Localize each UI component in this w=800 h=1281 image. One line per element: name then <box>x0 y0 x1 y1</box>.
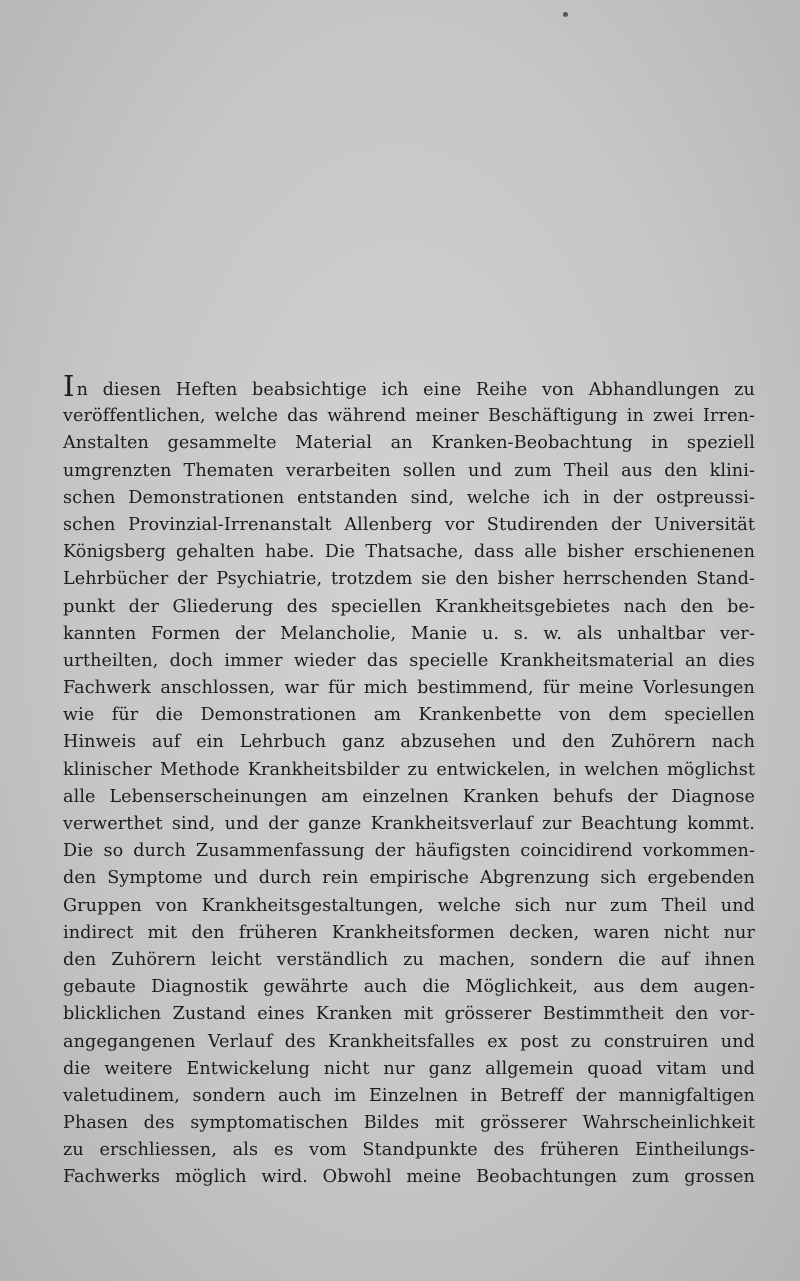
text-line: den Symptome und durch rein empirische Abgrenzung sich ergebenden <box>63 868 755 889</box>
text-line: den Zuhörern leicht verständlich zu machen, sondern die auf ihnen <box>63 949 755 970</box>
text-line: valetudinem, sondern auch im Einzelnen in Betreff der mannigfaltigen <box>63 1085 755 1106</box>
text-line: urtheilten, doch immer wieder das specielle Krankheitsmaterial an dies <box>63 650 755 671</box>
text-line: kannten Formen der Melancholie, Manie u. s. w. als unhaltbar ver- <box>63 623 755 644</box>
text-line: Königsberg gehalten habe. Die Thatsache, dass alle bisher erschienenen <box>63 542 755 563</box>
text-line: Lehrbücher der Psychiatrie, trotzdem sie den bisher herrschenden Stand- <box>63 569 755 590</box>
text-line: wie für die Demonstrationen am Krankenbette von dem speciellen <box>63 705 755 726</box>
text-line: zu erschliessen, als es vom Standpunkte des früheren Eintheilungs- <box>63 1140 755 1161</box>
text-line: alle Lebenserscheinungen am einzelnen Kranken behufs der Diagnose <box>63 786 755 807</box>
text-line: angegangenen Verlauf des Krankheitsfalles ex post zu construiren und <box>63 1031 755 1052</box>
text-line: umgrenzten Thematen verarbeiten sollen und zum Theil aus den klini- <box>63 460 755 481</box>
text-line: Hinweis auf ein Lehrbuch ganz abzusehen und den Zuhörern nach <box>63 732 755 753</box>
text-line: veröffentlichen, welche das während meiner Beschäftigung in zwei Irren- <box>63 406 755 427</box>
text-line: die weitere Entwickelung nicht nur ganz allgemein quoad vitam und <box>63 1058 755 1079</box>
text-line: Gruppen von Krankheitsgestaltungen, welche sich nur zum Theil und <box>63 895 755 916</box>
body-text <box>63 369 755 1192</box>
text-line: Fachwerks möglich wird. Obwohl meine Beobachtungen zum grossen <box>63 1167 755 1188</box>
text-line <box>63 369 755 403</box>
text-line: Phasen des symptomatischen Bildes mit grösserer Wahrscheinlichkeit <box>63 1113 755 1134</box>
text-line: punkt der Gliederung des speciellen Krankheitsgebietes nach den be- <box>63 596 755 617</box>
text-line: schen Demonstrationen entstanden sind, welche ich in der ostpreussi- <box>63 487 755 508</box>
text-line: indirect mit den früheren Krankheitsformen decken, waren nicht nur <box>63 922 755 943</box>
text-line-content: n diesen Heften beabsichtige ich eine Reihe von Abhandlungen zu <box>76 380 755 400</box>
text-line: Fachwerk anschlossen, war für mich bestimmend, für meine Vorlesungen <box>63 678 755 699</box>
text-line: klinischer Methode Krankheitsbilder zu entwickelen, in welchen möglichst <box>63 759 755 780</box>
text-line: gebaute Diagnostik gewährte auch die Möglichkeit, aus dem augen- <box>63 977 755 998</box>
text-line: verwerthet sind, und der ganze Krankheitsverlauf zur Beachtung kommt. <box>63 814 755 834</box>
text-line: blicklichen Zustand eines Kranken mit grösserer Bestimmtheit den vor- <box>63 1004 755 1025</box>
text-line: Die so durch Zusammenfassung der häufigsten coincidirend vorkommen- <box>63 841 755 862</box>
text-line: Anstalten gesammelte Material an Kranken-Beobachtung in speziell <box>63 433 755 454</box>
text-line: schen Provinzial-Irrenanstalt Allenberg vor Studirenden der Universität <box>63 514 755 535</box>
ink-speck <box>563 12 568 17</box>
initial-letter: I <box>63 369 75 403</box>
